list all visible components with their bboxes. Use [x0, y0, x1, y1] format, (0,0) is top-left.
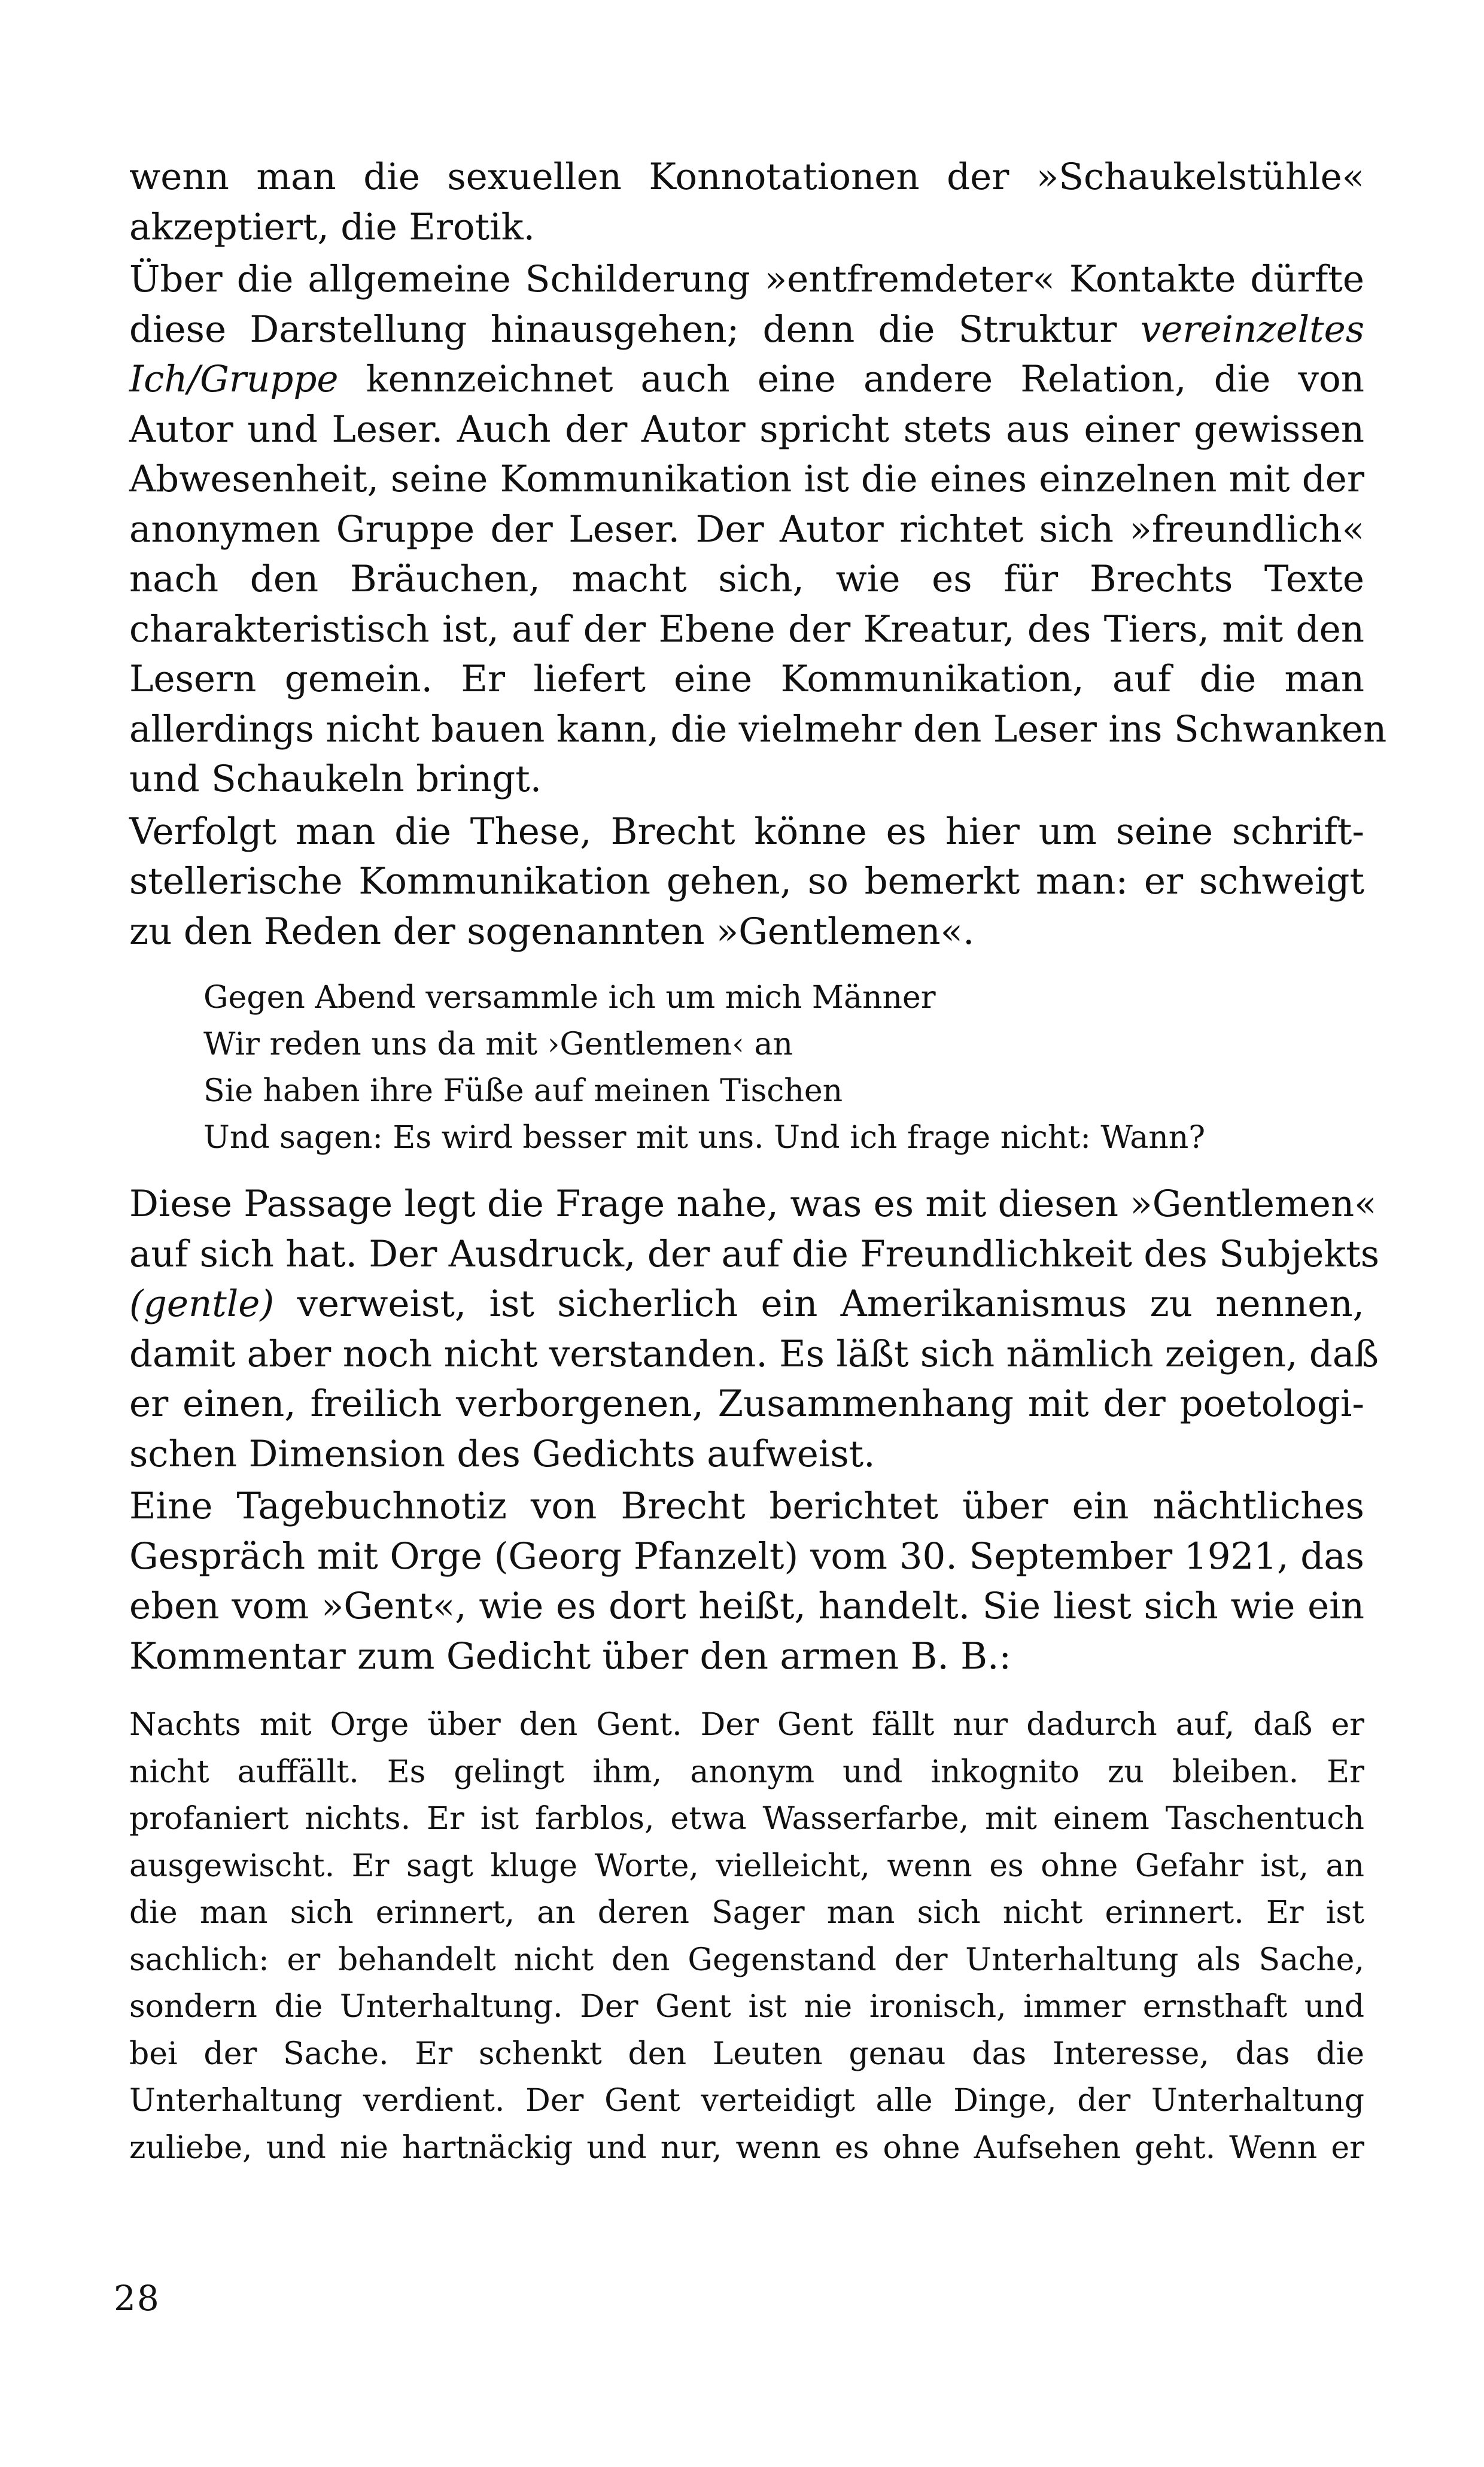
text-line: zu den Reden der sogenannten »Gentlemen«.: [129, 910, 975, 953]
text-line: Eine Tagebuchnotiz von Brecht berichtet über ein nächtliches: [129, 1485, 1364, 1527]
text-line: er einen, freilich verborgenen, Zusammenhang mit der poetologi-: [129, 1383, 1364, 1425]
text-line: Über die allgemeine Schilderung »entfremdeter« Kontakte dürfte: [129, 258, 1364, 300]
italic-term: (gentle): [129, 1283, 275, 1325]
verse-line: Gegen Abend versammle ich um mich Männer: [203, 980, 936, 1016]
quote-line: zuliebe, und nie hartnäckig und nur, wenn es ohne Aufsehen geht. Wenn er: [129, 2129, 1364, 2166]
quote-line: sachlich: er behandelt nicht den Gegenstand der Unterhaltung als Sache,: [129, 1942, 1364, 1978]
text-line: Abwesenheit, seine Kommunikation ist die eines einzelnen mit der: [129, 458, 1364, 500]
text-line: akzeptiert, die Erotik.: [129, 205, 536, 248]
verse-quotation: [129, 974, 1364, 1161]
paragraph: [129, 254, 1387, 804]
verse-line: Und sagen: Es wird besser mit uns. Und ich frage nicht: Wann?: [203, 1120, 1206, 1156]
line-text: diese Darstellung hinausgehen; denn die Struktur: [129, 308, 1117, 351]
text-line: Diese Passage legt die Frage nahe, was es mit diesen »Gentlemen«: [129, 1183, 1377, 1225]
text-line: Autor und Leser. Auch der Autor spricht stets aus einer gewissen: [129, 408, 1364, 451]
block-quotation: [129, 1702, 1364, 2171]
italic-term: vereinzeltes: [1140, 308, 1365, 351]
text-line: [129, 354, 1364, 405]
paragraph: [129, 1179, 1380, 1479]
text-line: damit aber noch nicht verstanden. Es läßt sich nämlich zeigen, daß: [129, 1332, 1379, 1375]
quote-line: sondern die Unterhaltung. Der Gent ist nie ironisch, immer ernsthaft und: [129, 1989, 1364, 2025]
verse-line: Sie haben ihre Füße auf meinen Tischen: [203, 1073, 843, 1109]
italic-term: Ich/Gruppe: [129, 358, 339, 400]
text-line: eben vom »Gent«, wie es dort heißt, handelt. Sie liest sich wie ein: [129, 1585, 1364, 1627]
text-line: Lesern gemein. Er liefert eine Kommunikation, auf die man: [129, 658, 1364, 700]
text-line: Kommentar zum Gedicht über den armen B. B.:: [129, 1634, 1011, 1678]
text-line: auf sich hat. Der Ausdruck, der auf die Freundlichkeit des Subjekts: [129, 1232, 1380, 1275]
text-line: [129, 305, 1364, 355]
text-line: allerdings nicht bauen kann, die vielmehr den Leser ins Schwanken: [129, 707, 1387, 751]
text-line: Gespräch mit Orge (Georg Pfanzelt) vom 30. September 1921, das: [129, 1535, 1364, 1578]
text-line: [129, 152, 1364, 202]
quote-line: Nachts mit Orge über den Gent. Der Gent fällt nur dadurch auf, daß er: [129, 1707, 1364, 1743]
paragraph: [129, 152, 1364, 252]
text-line: Verfolgt man die These, Brecht könne es hier um seine schrift-: [129, 810, 1364, 853]
line-text: verweist, ist sicherlich ein Amerikanismus zu nennen,: [297, 1283, 1364, 1325]
verse-line: Wir reden uns da mit ›Gentlemen‹ an: [203, 1026, 793, 1062]
text-line: nach den Bräuchen, macht sich, wie es für Brechts Texte: [129, 558, 1364, 600]
paragraph: [129, 807, 1364, 957]
book-page: [129, 152, 1387, 2319]
quote-line: Unterhaltung verdient. Der Gent verteidigt alle Dinge, der Unterhaltung: [129, 2083, 1364, 2119]
quote-line: profaniert nichts. Er ist farblos, etwa Wasserfarbe, mit einem Taschentuch: [129, 1801, 1364, 1837]
paragraph: [129, 1481, 1364, 1681]
text-line: schen Dimension des Gedichts aufweist.: [129, 1432, 875, 1475]
quote-line: ausgewischt. Er sagt kluge Worte, vielleicht, wenn es ohne Gefahr ist, an: [129, 1848, 1364, 1884]
quote-line: die man sich erinnert, an deren Sager man sich nicht erinnert. Er ist: [129, 1895, 1364, 1931]
quote-line: nicht auffällt. Es gelingt ihm, anonym und inkognito zu bleiben. Er: [129, 1754, 1364, 1790]
text-line: stellerische Kommunikation gehen, so bemerkt man: er schweigt: [129, 860, 1364, 903]
text-line: und Schaukeln bringt.: [129, 758, 542, 800]
quote-line: bei der Sache. Er schenkt den Leuten genau das Interesse, das die: [129, 2035, 1364, 2072]
text-line: anonymen Gruppe der Leser. Der Autor richtet sich »freundlich«: [129, 508, 1364, 551]
line-text: kennzeichnet auch eine andere Relation, die von: [366, 358, 1364, 400]
text-line: [129, 1279, 1364, 1329]
line-text: wenn man die sexuellen Konnotationen der »Schaukelstühle«: [129, 156, 1364, 198]
text-line: charakteristisch ist, auf der Ebene der Kreatur, des Tiers, mit den: [129, 607, 1364, 651]
page-number: 28: [114, 2278, 160, 2319]
